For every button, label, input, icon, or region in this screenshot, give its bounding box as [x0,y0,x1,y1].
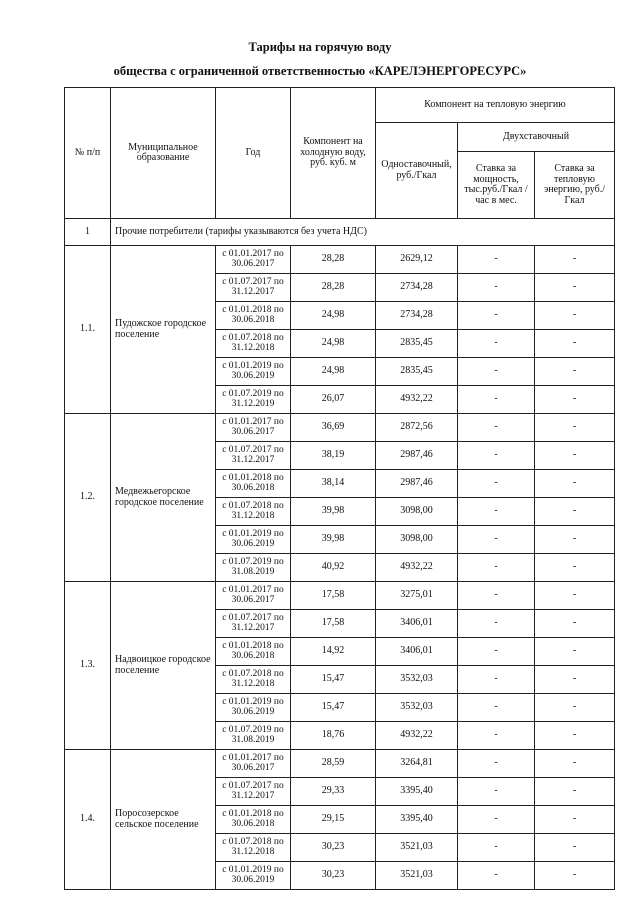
energy-rate-value: - [535,442,615,470]
header-single-rate: Одноставочный, руб./Гкал [376,123,458,219]
period-cell: с 01.07.2017 по 31.12.2017 [216,610,291,638]
energy-rate-value: - [535,722,615,750]
energy-rate-value: - [535,834,615,862]
group-num: 1.4. [65,750,111,890]
period-cell: с 01.07.2017 по 31.12.2017 [216,274,291,302]
capacity-rate-value: - [458,274,535,302]
single-rate-value: 2872,56 [376,414,458,442]
group-num: 1.2. [65,414,111,582]
header-cold-water: Компонент на холодную воду, руб. куб. м [291,88,376,219]
header-capacity-rate: Ставка за мощность, тыс.руб./Гкал / час в мес. [458,152,535,219]
header-num: № п/п [65,88,111,219]
section-num: 1 [65,219,111,246]
capacity-rate-value: - [458,498,535,526]
capacity-rate-value: - [458,414,535,442]
energy-rate-value: - [535,246,615,274]
period-cell: с 01.01.2017 по 30.06.2017 [216,414,291,442]
tariff-table [64,87,615,890]
table-row [65,414,615,442]
energy-rate-value: - [535,358,615,386]
single-rate-value: 3406,01 [376,610,458,638]
cold-water-value: 39,98 [291,526,376,554]
cold-water-value: 18,76 [291,722,376,750]
single-rate-value: 4932,22 [376,386,458,414]
period-cell: с 01.07.2018 по 31.12.2018 [216,498,291,526]
cold-water-value: 28,28 [291,246,376,274]
period-cell: с 01.07.2017 по 31.12.2017 [216,778,291,806]
single-rate-value: 4932,22 [376,554,458,582]
cold-water-value: 17,58 [291,610,376,638]
table-row [65,582,615,610]
single-rate-value: 2835,45 [376,358,458,386]
cold-water-value: 29,15 [291,806,376,834]
single-rate-value: 3395,40 [376,778,458,806]
single-rate-value: 3098,00 [376,498,458,526]
document-subtitle: общества с ограниченной ответственностью «КАРЕЛЭНЕРГОРЕСУРС» [113,64,527,78]
group-municipality: Пудожское городское поселение [111,246,216,414]
capacity-rate-value: - [458,442,535,470]
header-two-rate: Двухставочный [458,123,615,152]
capacity-rate-value: - [458,330,535,358]
energy-rate-value: - [535,666,615,694]
energy-rate-value: - [535,414,615,442]
capacity-rate-value: - [458,862,535,890]
single-rate-value: 2987,46 [376,442,458,470]
period-cell: с 01.07.2019 по 31.08.2019 [216,722,291,750]
cold-water-value: 28,28 [291,274,376,302]
section-label: Прочие потребители (тарифы указываются без учета НДС) [111,219,615,246]
period-cell: с 01.01.2018 по 30.06.2018 [216,638,291,666]
single-rate-value: 3521,03 [376,834,458,862]
period-cell: с 01.01.2019 по 30.06.2019 [216,694,291,722]
period-cell: с 01.01.2017 по 30.06.2017 [216,582,291,610]
capacity-rate-value: - [458,582,535,610]
period-cell: с 01.01.2017 по 30.06.2017 [216,246,291,274]
cold-water-value: 30,23 [291,862,376,890]
period-cell: с 01.07.2019 по 31.08.2019 [216,554,291,582]
period-cell: с 01.01.2019 по 30.06.2019 [216,862,291,890]
single-rate-value: 3532,03 [376,666,458,694]
capacity-rate-value: - [458,666,535,694]
capacity-rate-value: - [458,750,535,778]
single-rate-value: 4932,22 [376,722,458,750]
single-rate-value: 2629,12 [376,246,458,274]
period-cell: с 01.07.2017 по 31.12.2017 [216,442,291,470]
capacity-rate-value: - [458,470,535,498]
energy-rate-value: - [535,582,615,610]
table-row [65,750,615,778]
energy-rate-value: - [535,274,615,302]
period-cell: с 01.07.2018 по 31.12.2018 [216,666,291,694]
energy-rate-value: - [535,330,615,358]
energy-rate-value: - [535,862,615,890]
cold-water-value: 39,98 [291,498,376,526]
energy-rate-value: - [535,806,615,834]
period-cell: с 01.01.2018 по 30.06.2018 [216,302,291,330]
header-thermal: Компонент на тепловую энергию [376,88,615,123]
capacity-rate-value: - [458,694,535,722]
document-title: Тарифы на горячую воду [248,40,392,54]
energy-rate-value: - [535,750,615,778]
header-energy-rate: Ставка за тепловую энергию, руб./Гкал [535,152,615,219]
period-cell: с 01.07.2018 по 31.12.2018 [216,330,291,358]
capacity-rate-value: - [458,302,535,330]
capacity-rate-value: - [458,246,535,274]
single-rate-value: 3521,03 [376,862,458,890]
energy-rate-value: - [535,554,615,582]
cold-water-value: 15,47 [291,694,376,722]
capacity-rate-value: - [458,526,535,554]
group-municipality: Надвоицкое городское поселение [111,582,216,750]
period-cell: с 01.01.2018 по 30.06.2018 [216,470,291,498]
single-rate-value: 3406,01 [376,638,458,666]
capacity-rate-value: - [458,722,535,750]
energy-rate-value: - [535,694,615,722]
single-rate-value: 2734,28 [376,274,458,302]
group-municipality: Медвежьегорское городское поселение [111,414,216,582]
cold-water-value: 28,59 [291,750,376,778]
period-cell: с 01.01.2017 по 30.06.2017 [216,750,291,778]
cold-water-value: 40,92 [291,554,376,582]
header-municipality: Муниципальное образование [111,88,216,219]
table-row [65,246,615,274]
single-rate-value: 3098,00 [376,526,458,554]
capacity-rate-value: - [458,358,535,386]
capacity-rate-value: - [458,610,535,638]
cold-water-value: 29,33 [291,778,376,806]
period-cell: с 01.01.2019 по 30.06.2019 [216,358,291,386]
capacity-rate-value: - [458,638,535,666]
energy-rate-value: - [535,778,615,806]
energy-rate-value: - [535,498,615,526]
cold-water-value: 24,98 [291,302,376,330]
cold-water-value: 26,07 [291,386,376,414]
single-rate-value: 3275,01 [376,582,458,610]
capacity-rate-value: - [458,386,535,414]
capacity-rate-value: - [458,778,535,806]
single-rate-value: 3532,03 [376,694,458,722]
capacity-rate-value: - [458,554,535,582]
group-municipality: Поросозерское сельское поселение [111,750,216,890]
cold-water-value: 15,47 [291,666,376,694]
single-rate-value: 2987,46 [376,470,458,498]
cold-water-value: 36,69 [291,414,376,442]
group-num: 1.1. [65,246,111,414]
cold-water-value: 38,14 [291,470,376,498]
cold-water-value: 30,23 [291,834,376,862]
cold-water-value: 17,58 [291,582,376,610]
group-num: 1.3. [65,582,111,750]
period-cell: с 01.07.2018 по 31.12.2018 [216,834,291,862]
energy-rate-value: - [535,638,615,666]
cold-water-value: 38,19 [291,442,376,470]
energy-rate-value: - [535,302,615,330]
period-cell: с 01.01.2019 по 30.06.2019 [216,526,291,554]
single-rate-value: 3264,81 [376,750,458,778]
cold-water-value: 24,98 [291,358,376,386]
energy-rate-value: - [535,470,615,498]
header-year: Год [216,88,291,219]
energy-rate-value: - [535,526,615,554]
energy-rate-value: - [535,386,615,414]
single-rate-value: 2835,45 [376,330,458,358]
period-cell: с 01.01.2018 по 30.06.2018 [216,806,291,834]
energy-rate-value: - [535,610,615,638]
capacity-rate-value: - [458,806,535,834]
single-rate-value: 2734,28 [376,302,458,330]
cold-water-value: 24,98 [291,330,376,358]
cold-water-value: 14,92 [291,638,376,666]
period-cell: с 01.07.2019 по 31.12.2019 [216,386,291,414]
single-rate-value: 3395,40 [376,806,458,834]
capacity-rate-value: - [458,834,535,862]
